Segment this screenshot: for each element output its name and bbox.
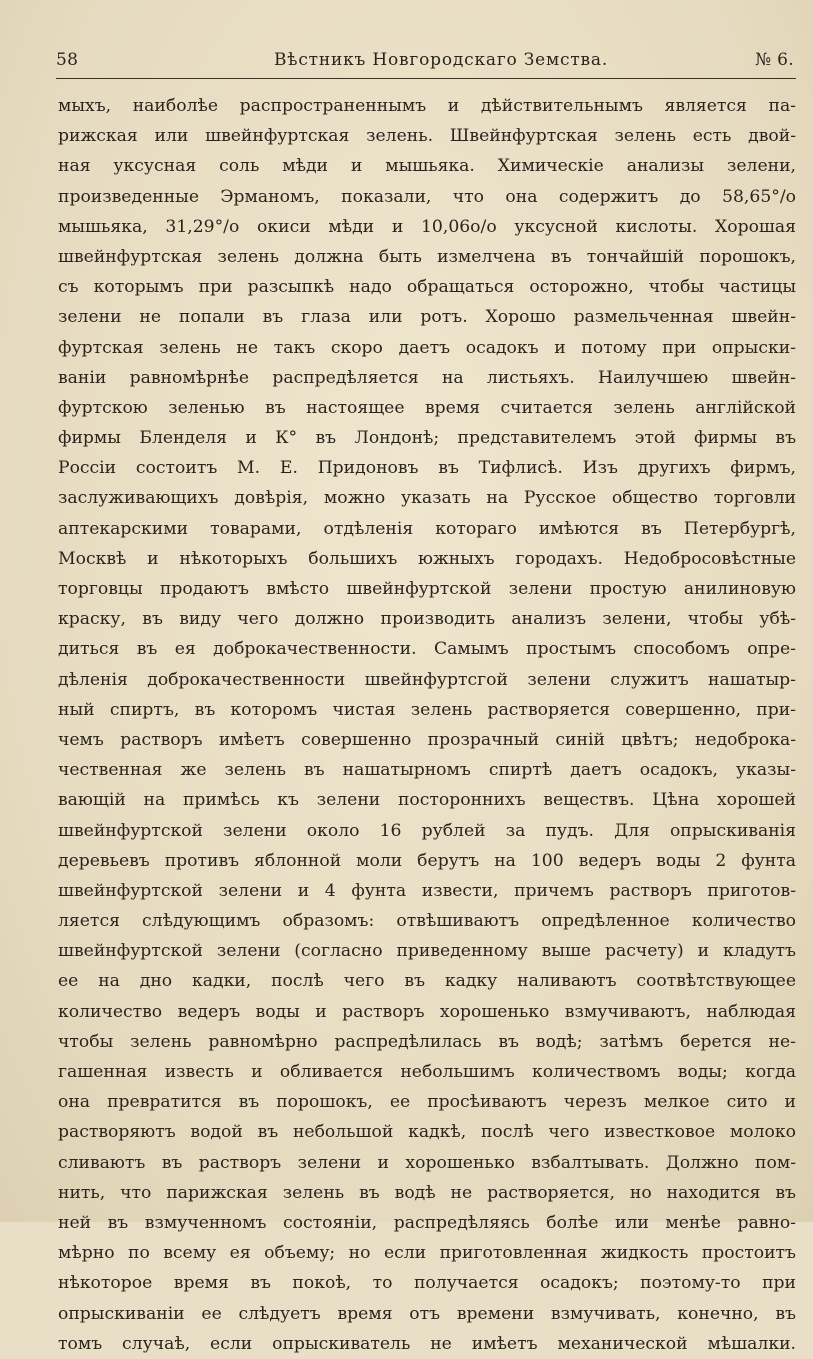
text-line: фирмы Бленделя и К° въ Лондонѣ; представителемъ этой фирмы въ bbox=[58, 428, 796, 449]
text-line: фуртскою зеленью въ настоящее время считается зелень англійской bbox=[58, 397, 796, 418]
text-line: фуртская зелень не такъ скоро даетъ осадокъ и потому при опрыски- bbox=[58, 337, 796, 358]
text-line: произведенные Эрманомъ, показали, что она содержитъ до 58,65°/о bbox=[58, 186, 796, 207]
text-line: ный спиртъ, въ которомъ чистая зелень растворяется совершенно, при- bbox=[58, 699, 796, 720]
text-line: швейнфуртской зелени и 4 фунта извести, причемъ растворъ приготов- bbox=[58, 880, 796, 901]
text-line: швейнфуртской зелени (согласно приведенному выше расчету) и кладутъ bbox=[58, 941, 796, 962]
issue-number: № 6. bbox=[755, 50, 794, 70]
text-line: сливаютъ въ растворъ зелени и хорошенько взбалтывать. Должно пом- bbox=[58, 1152, 796, 1173]
text-line: швейнфуртской зелени около 16 рублей за пудъ. Для опрыскиванія bbox=[58, 820, 796, 841]
text-line: швейнфуртская зелень должна быть измелчена въ тончайшій порошокъ, bbox=[58, 246, 796, 267]
text-line: Москвѣ и нѣкоторыхъ большихъ южныхъ городахъ. Недобросовѣстные bbox=[58, 548, 796, 569]
text-line: чественная же зелень въ нашатырномъ спиртѣ даетъ осадокъ, указы- bbox=[58, 760, 796, 781]
text-line: дѣленія доброкачественности швейнфуртсгой зелени служитъ нашатыр- bbox=[58, 669, 796, 690]
text-line: вающій на примѣсь къ зелени постороннихъ веществъ. Цѣна хорошей bbox=[58, 790, 796, 811]
text-line: гашенная известь и обливается небольшимъ количествомъ воды; когда bbox=[58, 1062, 796, 1082]
text-line: Россіи состоитъ М. Е. Придоновъ въ Тифлисѣ. Изъ другихъ фирмъ, bbox=[58, 458, 796, 479]
text-line: томъ случаѣ, если опрыскиватель не имѣетъ механической мѣшалки. bbox=[58, 1333, 796, 1354]
text-line: мѣрно по всему ея объему; но если приготовленная жидкость простоитъ bbox=[58, 1243, 796, 1264]
text-line: чемъ растворъ имѣетъ совершенно прозрачный синій цвѣтъ; недоброка- bbox=[58, 729, 796, 750]
text-line: нить, что парижская зелень въ водѣ не растворяется, но находится въ bbox=[58, 1182, 796, 1203]
text-line: ее на дно кадки, послѣ чего въ кадку наливаютъ соотвѣтствующее bbox=[58, 971, 796, 992]
text-line: зелени не попали въ глаза или ротъ. Хорошо размельченная швейн- bbox=[58, 307, 796, 328]
text-line: диться въ ея доброкачественности. Самымъ простымъ способомъ опре- bbox=[58, 639, 796, 660]
text-line: растворяютъ водой въ небольшой кадкѣ, послѣ чего известковое молоко bbox=[58, 1122, 796, 1143]
text-line: ней въ взмученномъ состояніи, распредѣляясь болѣе или менѣе равно- bbox=[58, 1212, 796, 1233]
text-line: ная уксусная соль мѣди и мышьяка. Химическіе анализы зелени, bbox=[58, 156, 796, 177]
text-line: она превратится въ порошокъ, ее просѣиваютъ черезъ мелкое сито и bbox=[58, 1092, 796, 1113]
page-header bbox=[56, 46, 796, 76]
text-line: деревьевъ противъ яблонной моли берутъ на 100 ведеръ воды 2 фунта bbox=[58, 850, 796, 871]
page-number: 58 bbox=[56, 50, 79, 70]
text-line: опрыскиваніи ее слѣдуетъ время отъ времени взмучивать, конечно, въ bbox=[58, 1303, 796, 1324]
text-line: заслуживающихъ довѣрія, можно указать на Русское общество торговли bbox=[58, 488, 796, 509]
text-line: рижская или швейнфуртская зелень. Швейнфуртская зелень есть двой- bbox=[58, 126, 796, 147]
text-line: торговцы продаютъ вмѣсто швейнфуртской зелени простую анилиновую bbox=[58, 579, 796, 599]
text-line: мышьяка, 31,29°/о окиси мѣди и 10,06о/о уксусной кислоты. Хорошая bbox=[58, 216, 796, 237]
text-line: количество ведеръ воды и растворъ хорошенько взмучиваютъ, наблюдая bbox=[58, 1001, 796, 1022]
text-line: ляется слѣдующимъ образомъ: отвѣшиваютъ опредѣленное количество bbox=[58, 911, 796, 932]
text-line: краску, въ виду чего должно производить анализъ зелени, чтобы убѣ- bbox=[58, 609, 796, 630]
journal-title: Вѣстникъ Новгородскаго Земства. bbox=[274, 50, 609, 70]
text-line: мыхъ, наиболѣе распространеннымъ и дѣйствительнымъ является па- bbox=[58, 96, 796, 116]
text-line: чтобы зелень равномѣрно распредѣлилась въ водѣ; затѣмъ берется не- bbox=[58, 1031, 796, 1052]
text-line: съ которымъ при разсыпкѣ надо обращаться осторожно, чтобы частицы bbox=[58, 277, 796, 298]
text-line: ваніи равномѣрнѣе распредѣляется на листьяхъ. Наилучшею швейн- bbox=[58, 367, 796, 388]
text-line: нѣкоторое время въ покоѣ, то получается осадокъ; поэтому-то при bbox=[58, 1273, 796, 1294]
text-line: аптекарскими товарами, отдѣленія котораго имѣются въ Петербургѣ, bbox=[58, 518, 796, 539]
body-text bbox=[58, 91, 796, 1359]
header-divider bbox=[56, 78, 796, 79]
